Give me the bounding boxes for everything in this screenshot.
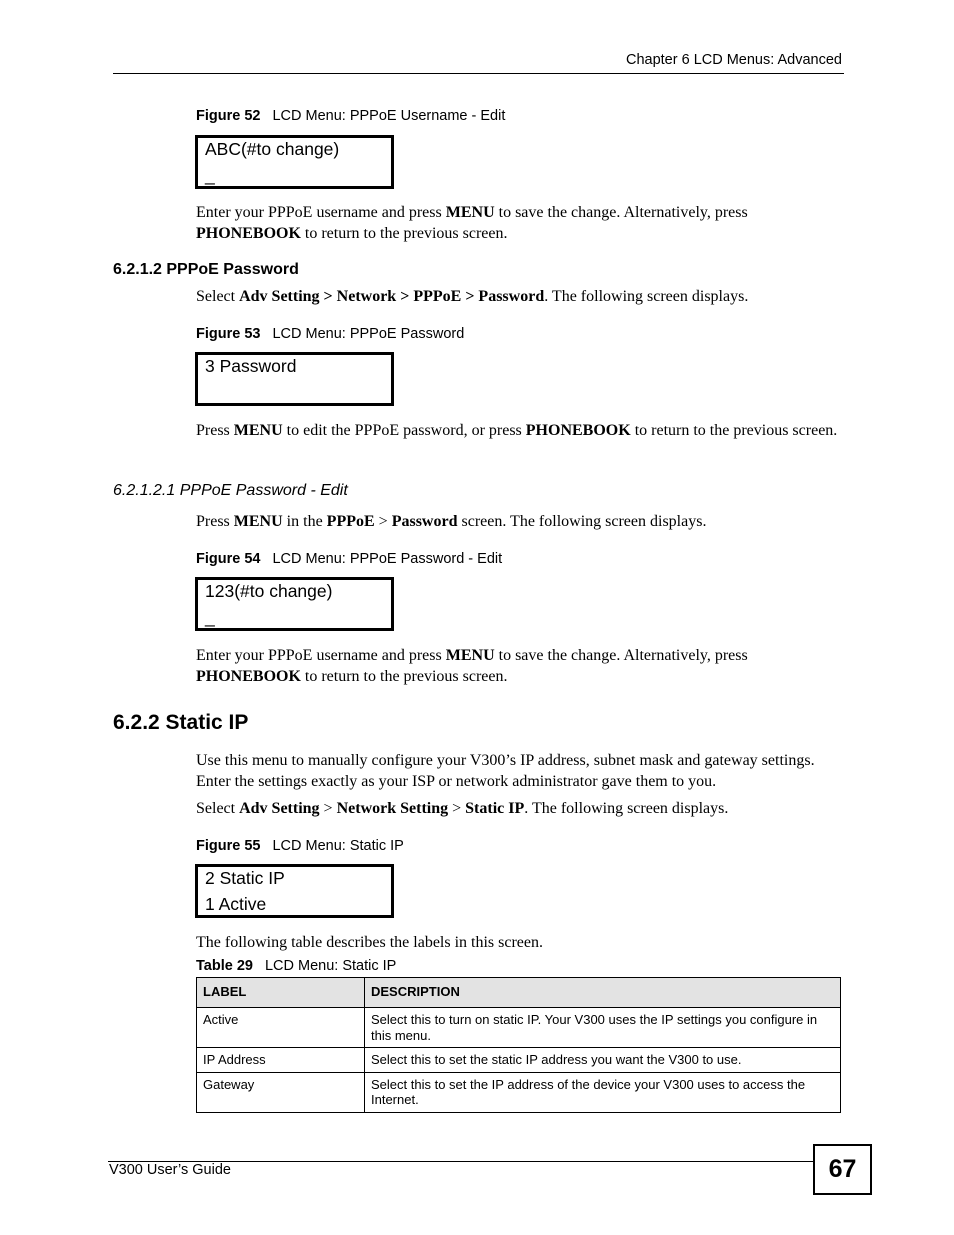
lcd-line-2: 1 Active — [205, 894, 267, 914]
table-title: LCD Menu: Static IP — [264, 958, 397, 974]
paragraph-save-password: Enter your PPPoE username and press MENU to save the change. Alternatively, press PHONEBOOK to return to the previous screen. — [196, 647, 748, 685]
lcd-line-1: 3 Password — [205, 356, 297, 376]
table-header-row — [197, 978, 841, 1008]
paragraph-press-menu: Press MENU in the PPPoE > Password screen. The following screen displays. — [196, 513, 707, 530]
paragraph-select-static-ip: Select Adv Setting > Network Setting > Static IP. The following screen displays. — [196, 800, 729, 817]
figure-52-caption — [196, 108, 505, 124]
figure-number: Figure 53 — [196, 326, 261, 342]
footer-guide-title: V300 User’s Guide — [109, 1162, 231, 1178]
table-cell-label: IP Address — [197, 1048, 365, 1073]
paragraph-table-intro: The following table describes the labels in this screen. — [196, 934, 544, 951]
table-row — [197, 1072, 841, 1112]
figure-title: LCD Menu: Static IP — [272, 838, 404, 854]
figure-number: Figure 55 — [196, 838, 261, 854]
lcd-line-1: 2 Static IP — [205, 868, 285, 888]
labels-table — [196, 977, 841, 1113]
column-header-description: DESCRIPTION — [365, 978, 841, 1008]
table-cell-description: Select this to set the static IP address you want the V300 to use. — [365, 1048, 841, 1073]
table-number: Table 29 — [196, 958, 253, 974]
table-cell-label: Gateway — [197, 1072, 365, 1112]
figure-55-caption — [196, 838, 404, 854]
section-heading-static-ip: 6.2.2 Static IP — [113, 711, 249, 734]
paragraph-static-ip-intro: Use this menu to manually configure your V300’s IP address, subnet mask and gateway settings. Enter the settings exactly as your ISP or network administrator gave them to you. — [196, 752, 815, 790]
table-cell-label: Active — [197, 1008, 365, 1048]
header-rule — [113, 73, 844, 74]
figure-number: Figure 54 — [196, 551, 261, 567]
lcd-line-1: 123(#to change) — [205, 581, 333, 601]
table-29-caption — [196, 958, 396, 974]
figure-title: LCD Menu: PPPoE Password - Edit — [272, 551, 503, 567]
figure-title: LCD Menu: PPPoE Password — [272, 326, 465, 342]
lcd-line-1: ABC(#to change) — [205, 139, 340, 159]
lcd-line-2: _ — [205, 607, 215, 627]
figure-number: Figure 52 — [196, 108, 261, 124]
page-number: 67 — [813, 1144, 872, 1195]
figure-title: LCD Menu: PPPoE Username - Edit — [272, 108, 506, 124]
figure-53-lcd — [195, 352, 394, 406]
paragraph-edit-password: Press MENU to edit the PPPoE password, or press PHONEBOOK to return to the previous screen. — [196, 422, 838, 439]
running-header: Chapter 6 LCD Menus: Advanced — [625, 52, 842, 68]
table-cell-description: Select this to turn on static IP. Your V300 uses the IP settings you configure in this menu. — [365, 1008, 841, 1048]
figure-53-caption — [196, 326, 464, 342]
figure-52-lcd — [195, 135, 394, 189]
paragraph-select-password: Select Adv Setting > Network > PPPoE > Password. The following screen displays. — [196, 288, 749, 305]
section-heading-pppoe-password: 6.2.1.2 PPPoE Password — [113, 261, 299, 278]
section-heading-pppoe-password-edit: 6.2.1.2.1 PPPoE Password - Edit — [113, 482, 348, 499]
figure-54-caption — [196, 551, 502, 567]
table-row — [197, 1048, 841, 1073]
figure-55-lcd — [195, 864, 394, 918]
table-row — [197, 1008, 841, 1048]
table-cell-description: Select this to set the IP address of the device your V300 uses to access the Internet. — [365, 1072, 841, 1112]
figure-54-lcd — [195, 577, 394, 631]
paragraph-save-username: Enter your PPPoE username and press MENU to save the change. Alternatively, press PHONEBOOK to return to the previous screen. — [196, 204, 748, 242]
column-header-label: LABEL — [197, 978, 365, 1008]
lcd-line-2: _ — [205, 165, 215, 185]
